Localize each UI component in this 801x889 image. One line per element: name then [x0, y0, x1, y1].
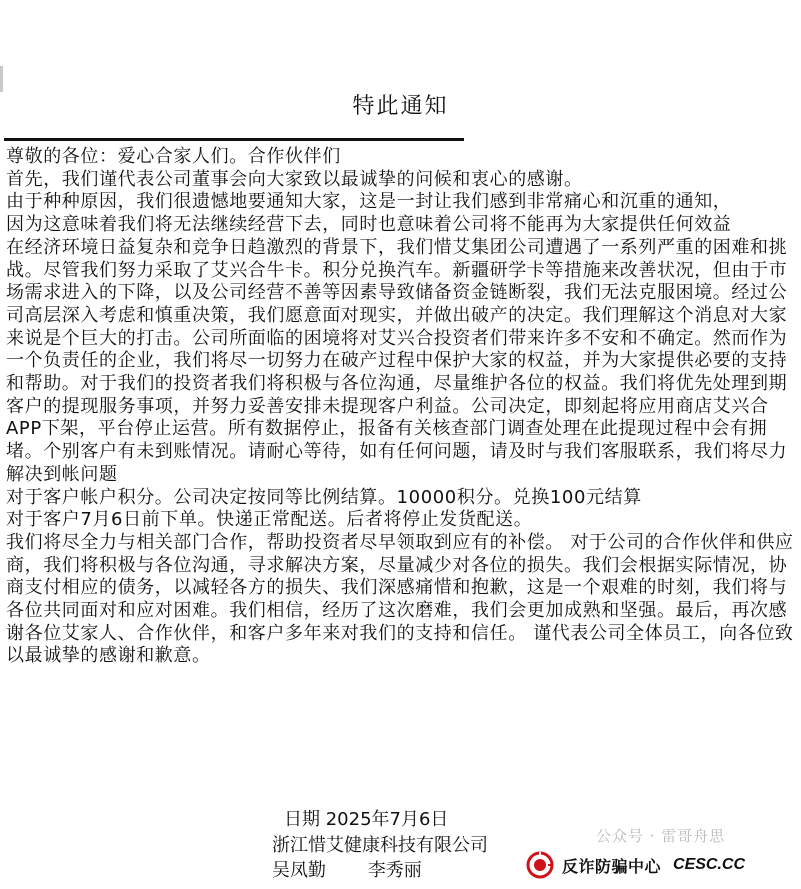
- scan-edge-mark: [0, 66, 3, 92]
- salutation: 尊敬的各位：爱心合家人们。合作伙伴们: [6, 146, 341, 167]
- anti-fraud-label: 反诈防骗中心: [562, 856, 662, 876]
- body-paragraph: 我们将尽全力与相关部门合作，帮助投资者尽早领取到应有的补偿。 对于公司的合作伙伴和供应商，我们将积极与各位沟通，寻求解决方案，尽量减少对各位的损失。我们会根据实际情况，协商支付相应的债务，以减轻各方的损失、我们深感痛惜和抱歉，这是一个艰难的时刻，我们将与各位共同面对和应对困难。我们相信，经历了这次磨难，我们会更加成熟和坚强。最后，再次感谢各位艾家人、合作伙伴，和客户多年来对我们的支持和信任。 谨代表公司全体员工，向各位致以最诚挚的感谢和歉意。: [6, 531, 794, 667]
- body-paragraph: 因为这意味着我们将无法继续经营下去，同时也意味着公司将不能再为大家提供任何效益: [6, 214, 732, 236]
- body-paragraph: 对于客户7月6日前下单。快递正常配送。后者将停止发货配送。: [6, 509, 533, 531]
- body-paragraph: 在经济环境日益复杂和竞争日趋激烈的背景下，我们惜艾集团公司遭遇了一系列严重的困难和挑战。尽管我们努力采取了艾兴合牛卡。积分兑换汽车。新疆研学卡等措施来改善状况，但由于市场需求进入的下降，以及公司经营不善等因素导致储备资金链断裂，我们无法克服困境。经过公司高层深入考虑和慎重决策，我们愿意面对现实，并做出破产的决定。我们理解这个消息对大家来说是个巨大的打击。公司所面临的困境将对艾兴合投资者们带来许多不安和不确定。然而作为一个负责任的企业，我们将尽一切努力在破产过程中保护大家的权益，并为大家提供必要的支持和帮助。对于我们的投资者我们将积极与各位沟通，尽量维护各位的权益。我们将优先处理到期客户的提现服务事项，并努力妥善安排未提现客户利益。公司决定，即刻起将应用商店艾兴合APP下架，平台停止运营。所有数据停止，报备有关核查部门调查处理在此提现过程中会有拥堵。个别客户有未到账情况。请耐心等待，如有任何问题，请及时与我们客服联系，我们将尽力解决到帐问题: [6, 236, 788, 485]
- body-paragraph: 对于客户帐户积分。公司决定按同等比例结算。10000积分。兑换100元结算: [6, 486, 642, 508]
- title-underline: [4, 138, 464, 141]
- signatory-2: 李秀丽: [367, 860, 422, 882]
- signatory-1: 吴凤勤: [272, 860, 326, 882]
- body-paragraph: 由于种种原因，我们很遗憾地要通知大家，这是一封让我们感到非常痛心和沉重的通知，: [6, 191, 732, 213]
- notice-date: 日期 2025年7月6日: [284, 809, 449, 830]
- body-paragraph: 首先，我们谨代表公司董事会向大家致以最诚挚的问候和衷心的感谢。: [6, 168, 583, 190]
- anti-fraud-badge: [526, 848, 796, 882]
- notice-title: 特此通知: [352, 94, 449, 119]
- anti-fraud-logo-icon: [526, 851, 554, 879]
- wechat-watermark: 公众号 · 雷哥舟思: [596, 827, 726, 845]
- anti-fraud-site: CESC.CC: [673, 856, 746, 873]
- notice-body: [6, 146, 796, 668]
- company-name: 浙江惜艾健康科技有限公司: [272, 834, 488, 856]
